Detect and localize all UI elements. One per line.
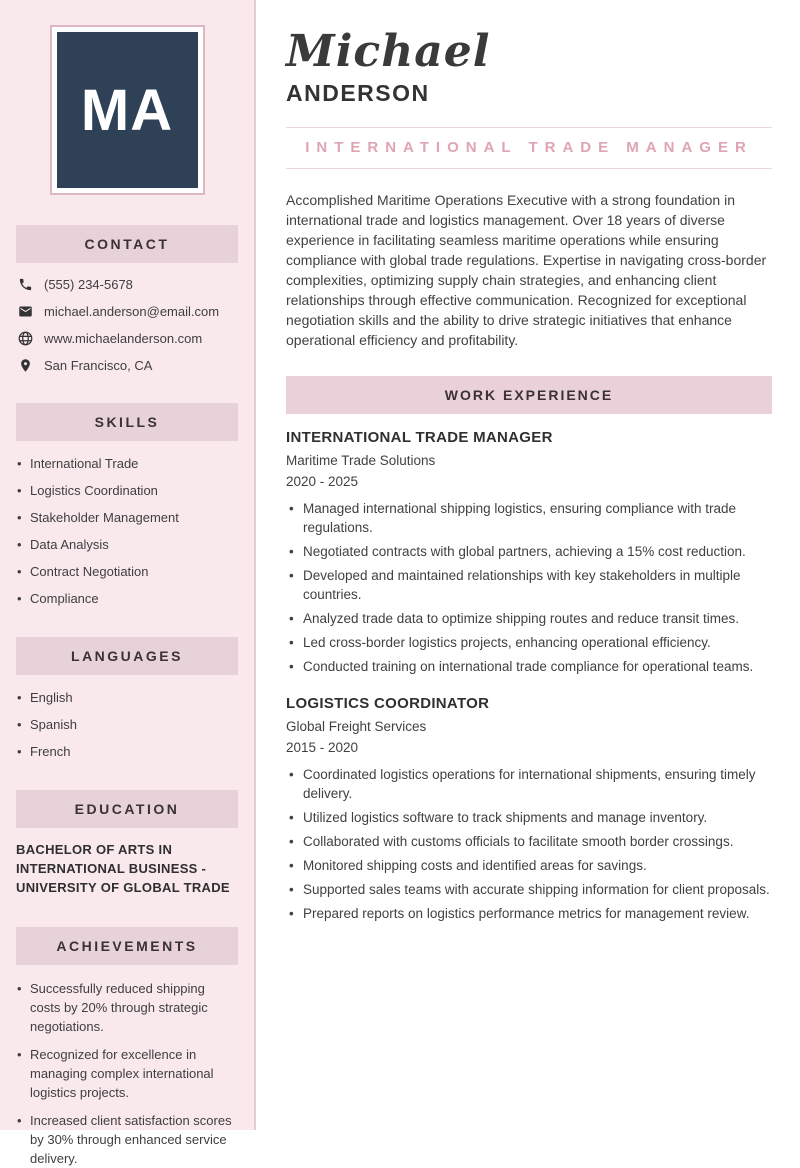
skill-item: • Contract Negotiation	[16, 563, 238, 580]
skill-item: • Compliance	[16, 590, 238, 607]
job-dates: 2020 - 2025	[286, 474, 359, 489]
job-bullet: • Led cross-border logistics projects, enhancing operational efficiency.	[286, 633, 772, 652]
skills-section-header: SKILLS	[16, 403, 238, 441]
job-bullet: • Utilized logistics software to track shipments and manage inventory.	[286, 808, 772, 827]
skill-item: • International Trade	[16, 455, 238, 472]
job-bullet: • Developed and maintained relationships with key stakeholders in multiple countries.	[286, 566, 772, 604]
last-name: ANDERSON	[286, 80, 430, 106]
contact-email-value: michael.anderson@email.com	[44, 304, 220, 319]
contact-phone-value: (555) 234-5678	[44, 277, 133, 292]
job-title-block	[286, 127, 772, 169]
job-company: Maritime Trade Solutions	[286, 453, 436, 468]
achievement-item: • Recognized for excellence in managing complex international logistics projects.	[16, 1045, 238, 1102]
contact-website-value: www.michaelanderson.com	[44, 331, 203, 346]
job-entry	[286, 429, 772, 676]
contact-row-website	[18, 331, 236, 346]
job-bullets	[286, 499, 772, 676]
languages-section-header: LANGUAGES	[16, 637, 238, 675]
job-bullet: • Supported sales teams with accurate shipping information for client proposals.	[286, 880, 772, 899]
job-role: INTERNATIONAL TRADE MANAGER	[286, 429, 553, 446]
contact-row-location	[18, 358, 236, 373]
contact-list	[16, 277, 238, 373]
achievements-section-header: ACHIEVEMENTS	[16, 927, 238, 965]
skill-item: • Stakeholder Management	[16, 509, 238, 526]
contact-location-value: San Francisco, CA	[44, 358, 153, 373]
phone-icon	[18, 277, 33, 292]
achievement-item: • Successfully reduced shipping costs by 20% through strategic negotiations.	[16, 979, 238, 1036]
contact-section-header: CONTACT	[16, 225, 238, 263]
profile-photo-placeholder	[57, 32, 198, 188]
education-degree: BACHELOR OF ARTS IN INTERNATIONAL BUSINESS - UNIVERSITY OF GLOBAL TRADE	[16, 842, 230, 895]
language-item: • French	[16, 743, 238, 760]
work-experience-section-header: WORK EXPERIENCE	[286, 376, 772, 414]
globe-icon	[18, 331, 33, 346]
sidebar	[0, 0, 256, 1166]
languages-list	[16, 689, 238, 760]
professional-summary: Accomplished Maritime Operations Executive with a strong foundation in international trade and logistics management. Over 18 years of diverse experience in facilitating seamless maritime operations while ensuring compliance with global trade regulations. Expertise in navigating cross-border complexities, optimizing supply chain strategies, and enhancing client relationships through effective communication. Recognized for exceptional negotiation skills and the ability to drive strategic initiatives that enhance operational efficiency and profitability.	[286, 192, 767, 348]
contact-row-email	[18, 304, 236, 319]
skills-list	[16, 455, 238, 607]
job-role: LOGISTICS COORDINATOR	[286, 695, 490, 712]
language-item: • English	[16, 689, 238, 706]
skill-item: • Logistics Coordination	[16, 482, 238, 499]
job-bullets	[286, 765, 772, 923]
profile-initials: MA	[80, 77, 174, 143]
job-bullet: • Managed international shipping logistics, ensuring compliance with trade regulations.	[286, 499, 772, 537]
professional-title: INTERNATIONAL TRADE MANAGER	[305, 139, 753, 156]
job-bullet: • Prepared reports on logistics performance metrics for management review.	[286, 904, 772, 923]
job-bullet: • Coordinated logistics operations for international shipments, ensuring timely delivery.	[286, 765, 772, 803]
language-item: • Spanish	[16, 716, 238, 733]
location-pin-icon	[18, 358, 33, 373]
profile-photo-frame	[50, 25, 205, 195]
education-section-header: EDUCATION	[16, 790, 238, 828]
achievements-list	[16, 979, 238, 1168]
achievement-item: • Increased client satisfaction scores by 30% through enhanced service delivery.	[16, 1111, 238, 1168]
job-bullet: • Conducted training on international trade compliance for operational teams.	[286, 657, 772, 676]
job-bullet: • Negotiated contracts with global partners, achieving a 15% cost reduction.	[286, 542, 772, 561]
contact-row-phone	[18, 277, 236, 292]
job-entry	[286, 695, 772, 923]
job-bullet: • Analyzed trade data to optimize shipping routes and reduce transit times.	[286, 609, 772, 628]
job-company: Global Freight Services	[286, 719, 427, 734]
jobs-container	[286, 429, 772, 923]
skill-item: • Data Analysis	[16, 536, 238, 553]
first-name: Michael	[286, 26, 491, 77]
job-dates: 2015 - 2020	[286, 740, 359, 755]
mail-icon	[18, 304, 33, 319]
main-content	[258, 0, 800, 923]
job-bullet: • Monitored shipping costs and identified areas for savings.	[286, 856, 772, 875]
job-bullet: • Collaborated with customs officials to facilitate smooth border crossings.	[286, 832, 772, 851]
